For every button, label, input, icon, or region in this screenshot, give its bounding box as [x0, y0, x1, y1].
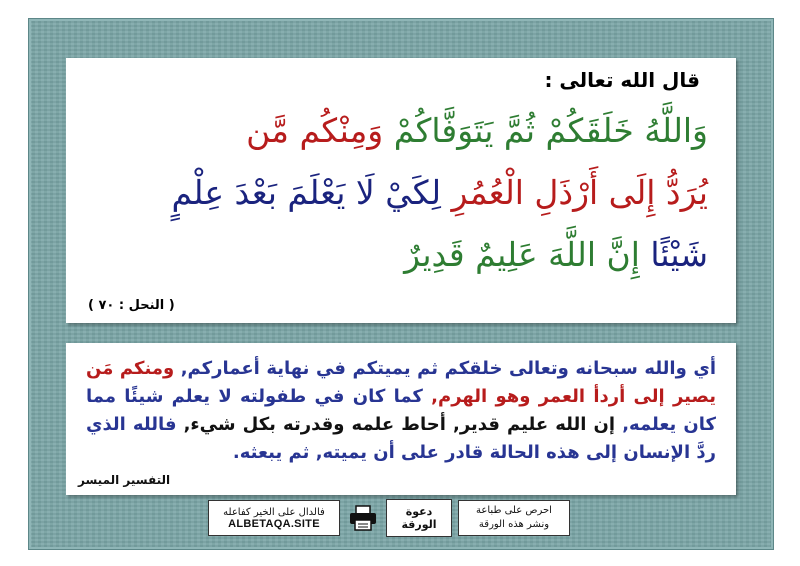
tafsir-card [66, 343, 736, 495]
footer-bar [208, 498, 622, 538]
site-link[interactable]: ALBETAQA.SITE [228, 517, 320, 530]
footer-motto: فالدال على الخير كفاعله [223, 506, 325, 518]
verse-line-2 [94, 162, 708, 224]
verse-segment: وَاللَّهُ خَلَقَكُمْ ثُمَّ يَتَوَفَّاكُمْ [393, 111, 708, 150]
verse-reference: ( النحل : ٧٠ ) [88, 298, 175, 313]
verse-card [66, 58, 736, 323]
verse-segment: يُرَدُّ إِلَى أَرْذَلِ الْعُمُرِ [451, 173, 708, 212]
tafsir-segment: فالله الذي ردَّ الإنسان إلى هذه الحالة قادر على أن يميته, ثم يبعثه. [86, 414, 716, 463]
verse-segment: شَيْئًا [650, 235, 708, 274]
tafsir-source: التفسير الميسر [78, 473, 171, 487]
print-notice-box [458, 500, 570, 536]
tafsir-segment: كما كان في طفولته لا يعلم شيئًا مما كان يعلمه, [86, 386, 716, 435]
tafsir-segment: إن الله عليم قدير, أحاط علمه وقدرته بكل شيء, [183, 414, 623, 435]
verse-line-1 [94, 100, 708, 162]
verse-line-3 [94, 224, 708, 286]
verse-intro: قال الله تعالى : [544, 68, 700, 92]
logo-line: دعوة [405, 505, 433, 518]
tafsir-segment: أي والله سبحانه وتعالى خلقكم ثم يميتكم في نهاية أعماركم, [180, 358, 716, 379]
printer-icon [346, 500, 380, 536]
quran-verse [94, 100, 708, 286]
dawat-al-waraqa-logo [386, 499, 452, 537]
print-notice-line: احرص على طباعة [476, 505, 552, 516]
verse-segment: وَمِنْكُم مَّن [246, 111, 394, 150]
print-notice-line: ونشر هذه الورقة [478, 519, 550, 530]
site-box[interactable] [208, 500, 340, 536]
logo-line: الورقة [401, 518, 437, 531]
verse-segment: لِكَيْ لَا يَعْلَمَ بَعْدَ عِلْمٍ [171, 173, 452, 212]
tafsir-segment: ومنكم مَن يصير إلى أردأ العمر وهو الهرم, [86, 358, 716, 407]
tafsir-text [86, 355, 716, 467]
verse-segment: إِنَّ اللَّهَ عَلِيمٌ قَدِيرٌ [404, 235, 651, 274]
